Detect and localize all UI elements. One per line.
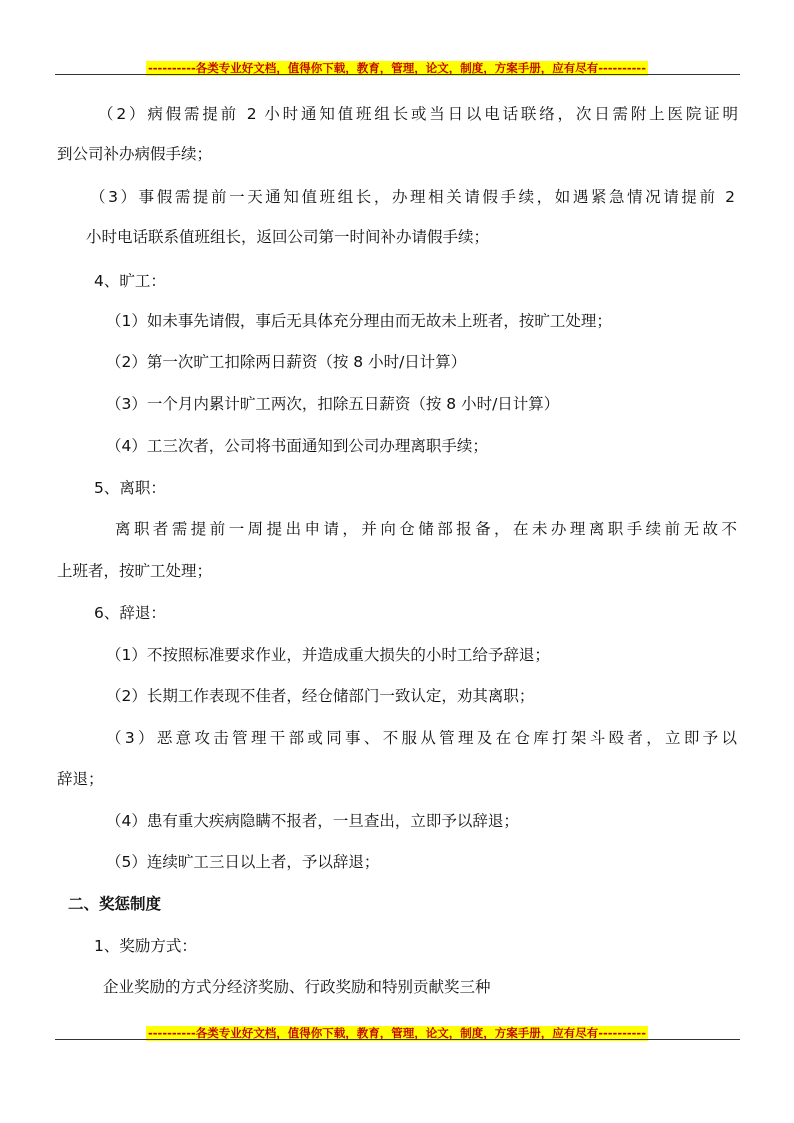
body-line-4: 小时电话联系值班组长，返回公司第一时间补办请假手续； (86, 228, 490, 246)
header-banner: ----------各类专业好文档，值得你下载，教育，管理，论文，制度，方案手册，应有尽有---------- (148, 61, 646, 75)
body-line-7: （2）第一次旷工扣除两日薪资（按 8 小时/日计算） (106, 353, 467, 371)
body-line-8: （3）一个月内累计旷工两次，扣除五日薪资（按 8 小时/日计算） (106, 395, 560, 413)
footer-banner: ----------各类专业好文档，值得你下载，教育，管理，论文，制度，方案手册，应有尽有---------- (148, 1026, 646, 1040)
body-line-3: （3）事假需提前一天通知值班组长，办理相关请假手续，如遇紧急情况请提前 2 (90, 188, 735, 206)
chapter-2-heading: 二、奖惩制度 (68, 895, 162, 913)
header-rule (55, 74, 740, 75)
body-line-14: （1）不按照标准要求作业，并造成重大损失的小时工给予辞退； (106, 646, 550, 664)
body-line-6: （1）如未事先请假，事后无具体充分理由而无故未上班者，按旷工处理； (106, 312, 612, 330)
footer-rule (55, 1039, 740, 1040)
section-5-heading: 5、离职： (94, 479, 166, 497)
body-line-22: 企业奖励的方式分经济奖励、行政奖励和特别贡献奖三种 (103, 978, 491, 996)
body-line-9: （4）工三次者，公司将书面通知到公司办理离职手续； (106, 437, 488, 455)
body-line-17: 辞退； (57, 770, 104, 788)
body-line-18: （4）患有重大疾病隐瞒不报者，一旦查出，立即予以辞退； (106, 812, 519, 830)
section-4-heading: 4、旷工： (94, 272, 166, 290)
body-line-11: 离职者需提前一周提出申请，并向仓储部报备，在未办理离职手续前无故不 (115, 520, 737, 538)
section-6-heading: 6、辞退： (94, 604, 166, 622)
reward-method-heading: 1、奖励方式： (94, 937, 197, 955)
body-line-19: （5）连续旷工三日以上者，予以辞退； (106, 853, 380, 871)
body-line-2: 到公司补办病假手续； (57, 145, 213, 163)
body-line-15: （2）长期工作表现不佳者，经仓储部门一致认定，劝其离职； (106, 687, 535, 705)
body-line-1: （2）病假需提前 2 小时通知值班组长或当日以电话联络，次日需附上医院证明 (98, 105, 738, 123)
body-line-16: （3）恶意攻击管理干部或同事、不服从管理及在仓库打架斗殴者，立即予以 (106, 729, 737, 747)
body-line-12: 上班者，按旷工处理； (57, 562, 213, 580)
